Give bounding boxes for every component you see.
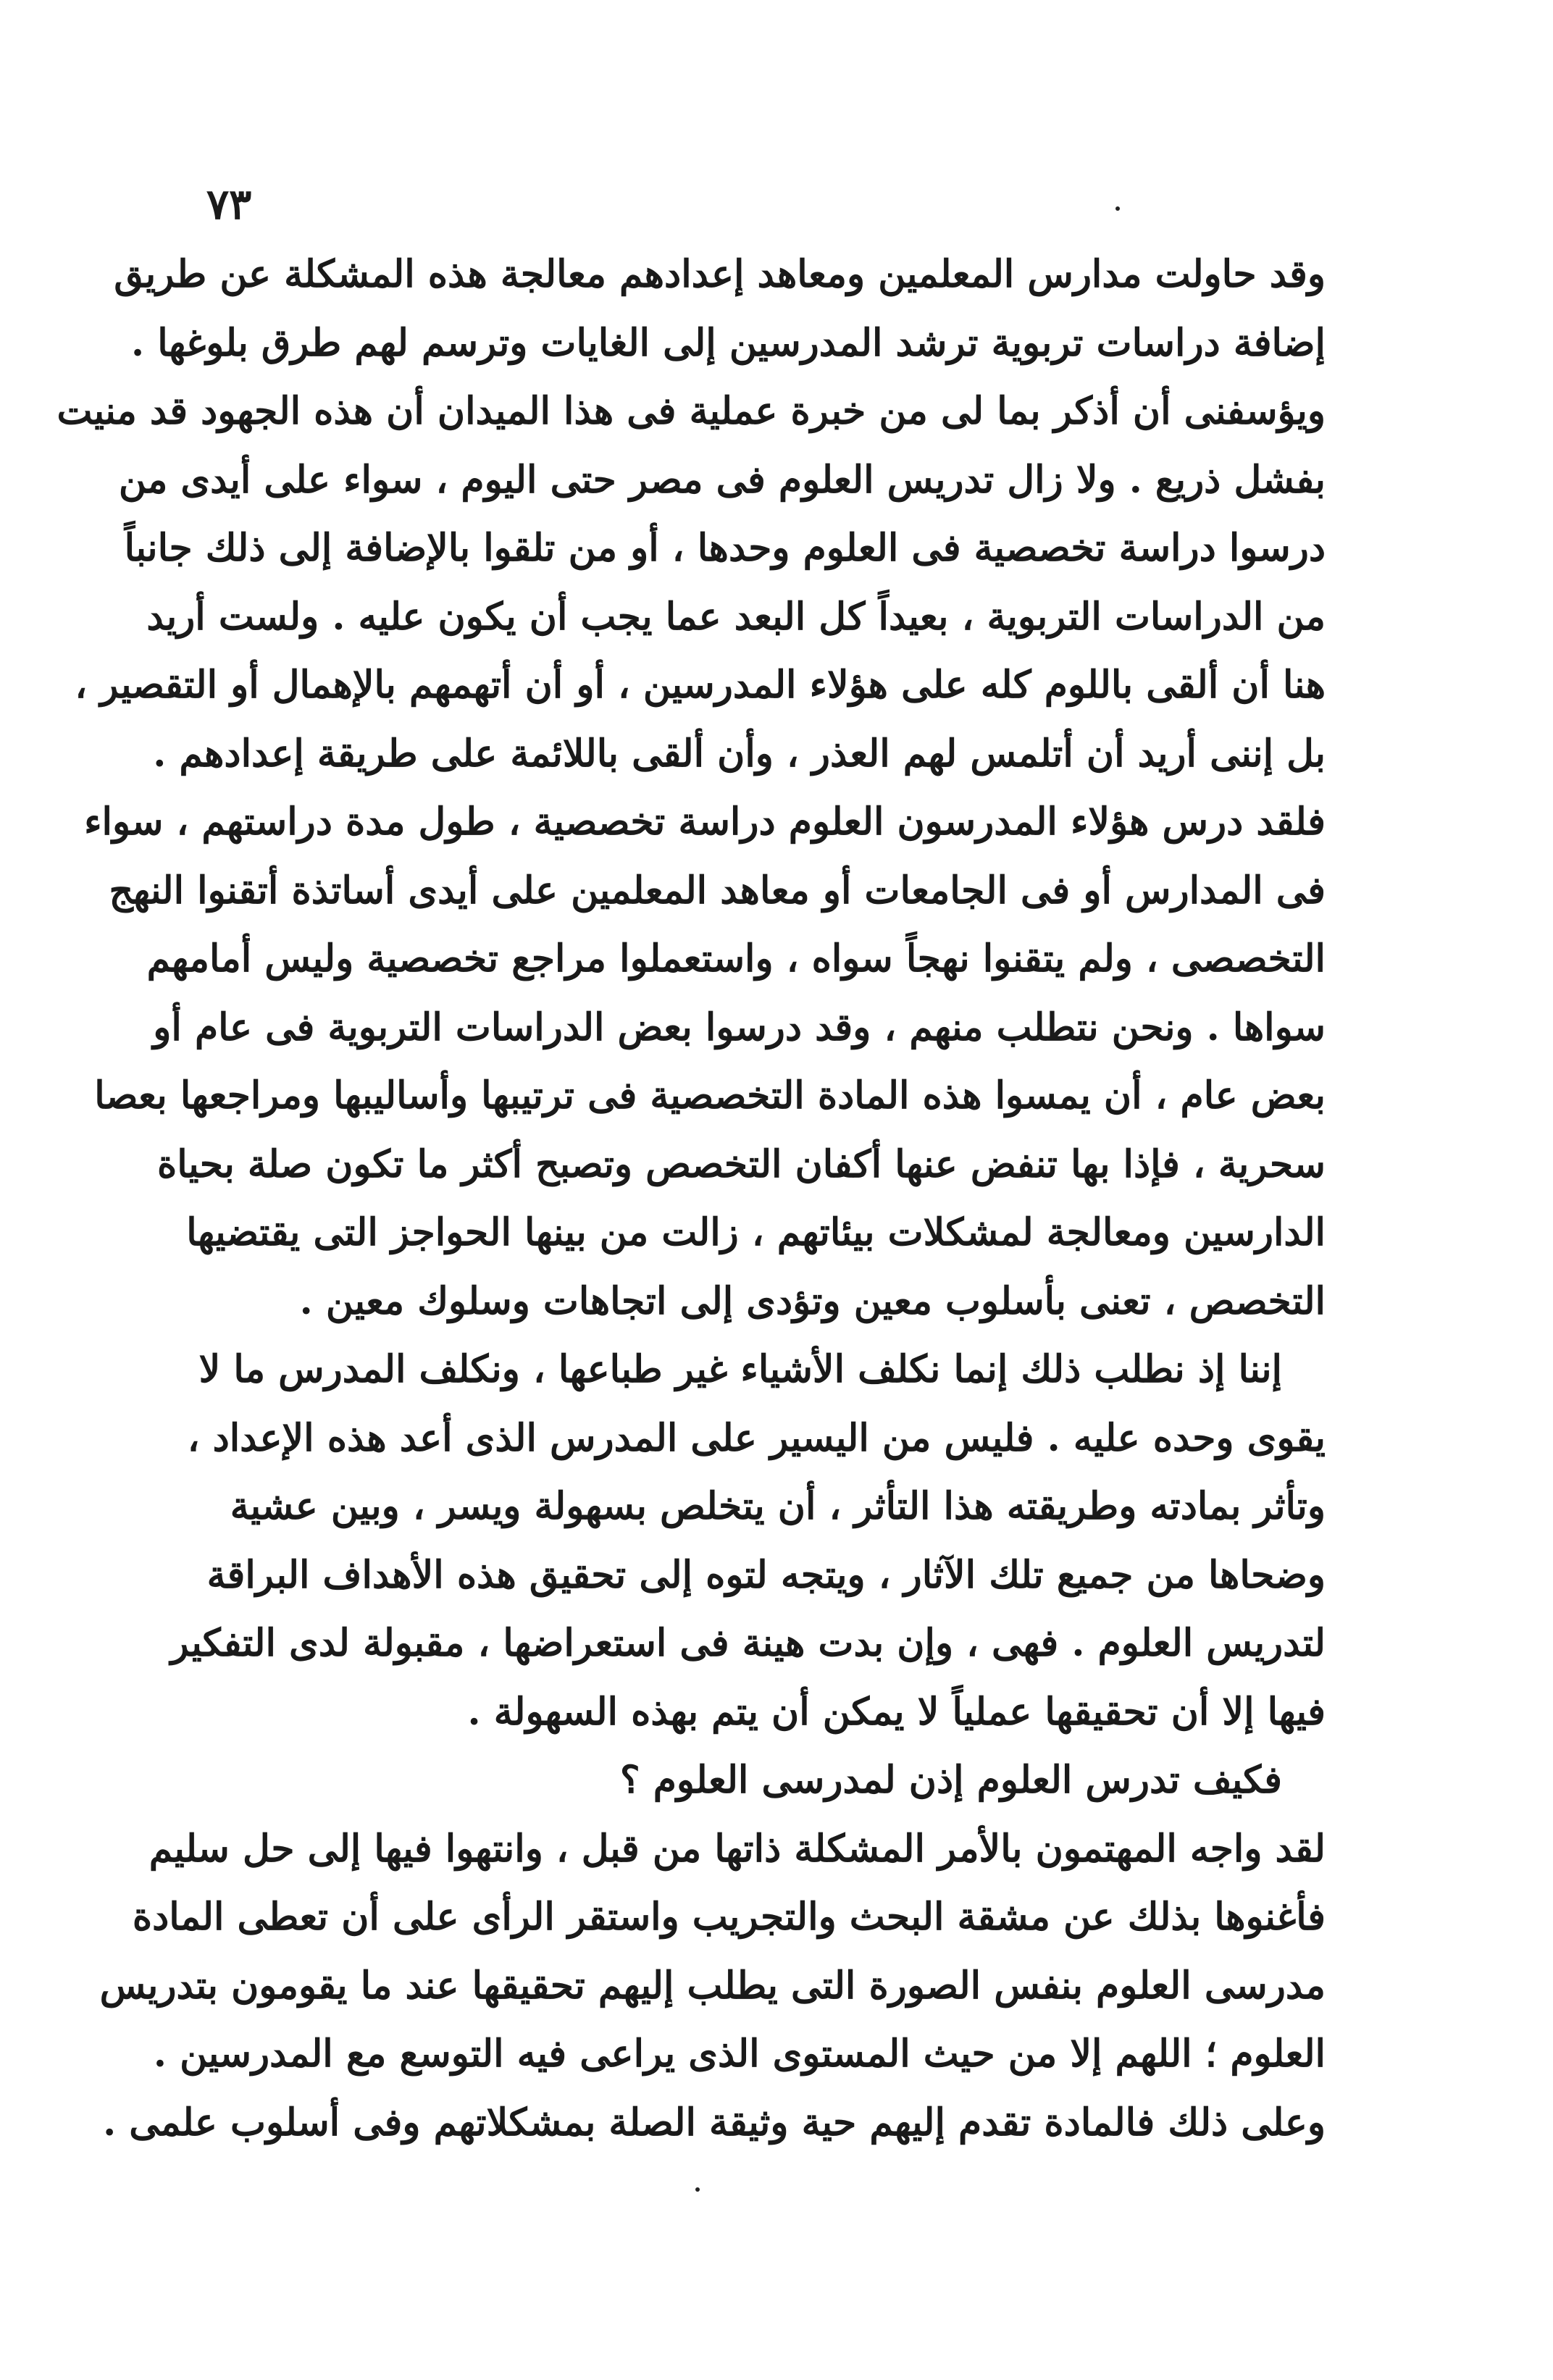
text-line: التخصصى ، ولم يتقنوا نهجاً سواه ، واستعملوا مراجع تخصصية وليس أمامهم	[146, 937, 1326, 981]
text-line: هنا أن ألقى باللوم كله على هؤلاء المدرسين ، أو أن أتهمهم بالإهمال أو التقصير ،	[75, 663, 1326, 707]
text-line: سواها . ونحن نتطلب منهم ، وقد درسوا بعض الدراسات التربوية فى عام أو	[153, 1005, 1326, 1049]
text-line: وضحاها من جميع تلك الآثار ، ويتجه لتوه إلى تحقيق هذه الأهداف البراقة	[206, 1552, 1326, 1597]
page-number: ٧٣	[206, 180, 252, 229]
text-line: سحرية ، فإذا بها تنفض عنها أكفان التخصص وتصبح أكثر ما تكون صلة بحياة	[156, 1141, 1326, 1186]
text-line: بل إننى أريد أن أتلمس لهم العذر ، وأن ألقى باللائمة على طريقة إعدادهم .	[153, 731, 1326, 776]
text-line: العلوم ؛ اللهم إلا من حيث المستوى الذى يراعى فيه التوسع مع المدرسين .	[153, 2032, 1326, 2076]
text-line: يقوى وحده عليه . فليس من اليسير على المدرس الذى أعد هذه الإعداد ،	[187, 1415, 1326, 1460]
text-line: فأغنوها بذلك عن مشقة البحث والتجريب واستقر الرأى على أن تعطى المادة	[132, 1895, 1326, 1939]
text-line: إضافة دراسات تربوية ترشد المدرسين إلى الغايات وترسم لهم طرق بلوغها .	[131, 320, 1326, 365]
scan-speck	[1115, 206, 1120, 211]
text-line: إننا إذ نطلب ذلك إنما نكلف الأشياء غير طباعها ، ونكلف المدرس ما لا	[198, 1347, 1282, 1391]
text-line: وعلى ذلك فالمادة تقدم إليهم حية وثيقة الصلة بمشكلاتهم وفى أسلوب علمى .	[103, 2100, 1326, 2145]
text-line: وتأثر بمادته وطريقته هذا التأثر ، أن يتخلص بسهولة ويسر ، وبين عشية	[230, 1484, 1326, 1528]
text-line: من الدراسات التربوية ، بعيداً كل البعد عما يجب أن يكون عليه . ولست أريد	[146, 594, 1326, 639]
text-line: الدارسين ومعالجة لمشكلات بيئاتهم ، زالت من بينها الحواجز التى يقتضيها	[186, 1210, 1326, 1254]
text-line: درسوا دراسة تخصصية فى العلوم وحدها ، أو من تلقوا بالإضافة إلى ذلك جانباً	[124, 526, 1326, 570]
text-line: فلقد درس هؤلاء المدرسون العلوم دراسة تخصصية ، طول مدة دراستهم ، سواء	[84, 800, 1326, 844]
section-question: فكيف تدرس العلوم إذن لمدرسى العلوم ؟	[620, 1758, 1282, 1802]
text-line: مدرسى العلوم بنفس الصورة التى يطلب إليهم تحقيقها عند ما يقومون بتدريس	[99, 1963, 1326, 2008]
text-line: لتدريس العلوم . فهى ، وإن بدت هينة فى استعراضها ، مقبولة لدى التفكير	[170, 1621, 1326, 1665]
text-line: فى المدارس أو فى الجامعات أو معاهد المعلمين على أيدى أساتذة أتقنوا النهج	[109, 868, 1326, 913]
text-line: فيها إلا أن تحقيقها عملياً لا يمكن أن يتم بهذه السهولة .	[467, 1689, 1326, 1734]
text-line: لقد واجه المهتمون بالأمر المشكلة ذاتها من قبل ، وانتهوا فيها إلى حل سليم	[148, 1826, 1326, 1871]
scan-speck	[695, 2187, 700, 2192]
text-line: بعض عام ، أن يمسوا هذه المادة التخصصية فى ترتيبها وأساليبها ومراجعها بعصا	[94, 1073, 1326, 1118]
text-line: ويؤسفنى أن أذكر بما لى من خبرة عملية فى هذا الميدان أن هذه الجهود قد منيت	[56, 389, 1326, 433]
text-line: التخصص ، تعنى بأسلوب معين وتؤدى إلى اتجاهات وسلوك معين .	[299, 1278, 1326, 1323]
text-line: وقد حاولت مدارس المعلمين ومعاهد إعدادهم معالجة هذه المشكلة عن طريق	[114, 252, 1326, 296]
text-line: بفشل ذريع . ولا زال تدريس العلوم فى مصر حتى اليوم ، سواء على أيدى من	[118, 457, 1326, 502]
body-text	[56, 240, 1326, 2157]
